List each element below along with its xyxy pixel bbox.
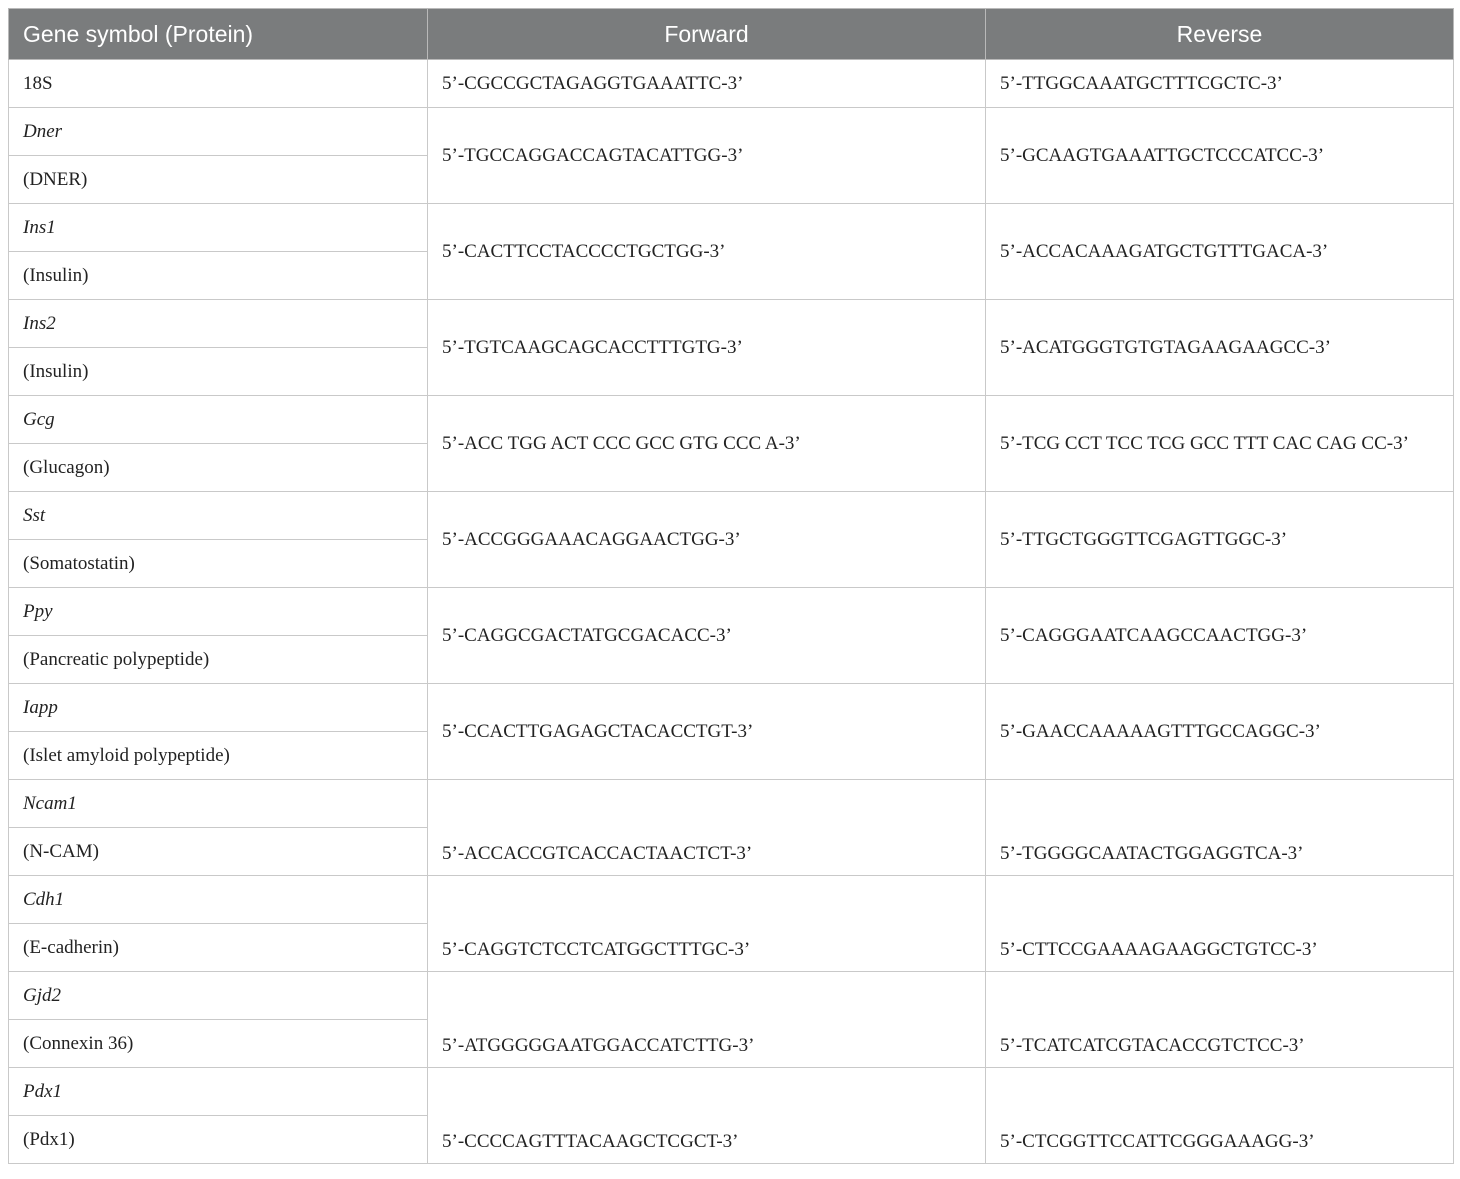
forward-primer-cell: 5’-CCCCAGTTTACAAGCTCGCT-3’ bbox=[428, 1068, 986, 1164]
gene-symbol-cell: Ins2 bbox=[9, 300, 428, 348]
reverse-primer-cell: 5’-ACATGGGTGTGTAGAAGAAGCC-3’ bbox=[986, 300, 1454, 396]
column-header-reverse: Reverse bbox=[986, 9, 1454, 60]
reverse-primer-cell: 5’-ACCACAAAGATGCTGTTTGACA-3’ bbox=[986, 204, 1454, 300]
column-header-gene: Gene symbol (Protein) bbox=[9, 9, 428, 60]
protein-name-cell: (E-cadherin) bbox=[9, 924, 428, 972]
forward-primer-cell: 5’-CGCCGCTAGAGGTGAAATTC-3’ bbox=[428, 60, 986, 108]
reverse-primer-cell: 5’-GAACCAAAAAGTTTGCCAGGC-3’ bbox=[986, 684, 1454, 780]
protein-name-cell: (Islet amyloid polypeptide) bbox=[9, 732, 428, 780]
protein-name-cell: (Glucagon) bbox=[9, 444, 428, 492]
reverse-primer-cell: 5’-CTTCCGAAAAGAAGGCTGTCC-3’ bbox=[986, 876, 1454, 972]
forward-primer-cell: 5’-CCACTTGAGAGCTACACCTGT-3’ bbox=[428, 684, 986, 780]
forward-primer-cell: 5’-TGTCAAGCAGCACCTTTGTG-3’ bbox=[428, 300, 986, 396]
table-row bbox=[9, 780, 1454, 828]
gene-symbol-cell: Gcg bbox=[9, 396, 428, 444]
gene-symbol-cell: Iapp bbox=[9, 684, 428, 732]
reverse-primer-cell: 5’-TTGCTGGGTTCGAGTTGGC-3’ bbox=[986, 492, 1454, 588]
table-row bbox=[9, 108, 1454, 156]
protein-name-cell: (Insulin) bbox=[9, 348, 428, 396]
reverse-primer-cell: 5’-TCG CCT TCC TCG GCC TTT CAC CAG CC-3’ bbox=[986, 396, 1454, 492]
table-row bbox=[9, 876, 1454, 924]
gene-symbol-cell: Pdx1 bbox=[9, 1068, 428, 1116]
protein-name-cell: (N-CAM) bbox=[9, 828, 428, 876]
table-row bbox=[9, 60, 1454, 108]
header-row bbox=[9, 9, 1454, 60]
gene-cell: 18S bbox=[9, 60, 428, 108]
table-header bbox=[9, 9, 1454, 60]
reverse-primer-cell: 5’-CTCGGTTCCATTCGGGAAAGG-3’ bbox=[986, 1068, 1454, 1164]
table-row bbox=[9, 492, 1454, 540]
gene-symbol-cell: Dner bbox=[9, 108, 428, 156]
protein-name-cell: (DNER) bbox=[9, 156, 428, 204]
reverse-primer-cell: 5’-CAGGGAATCAAGCCAACTGG-3’ bbox=[986, 588, 1454, 684]
protein-name-cell: (Somatostatin) bbox=[9, 540, 428, 588]
forward-primer-cell: 5’-ATGGGGGAATGGACCATCTTG-3’ bbox=[428, 972, 986, 1068]
reverse-primer-cell: 5’-TCATCATCGTACACCGTCTCC-3’ bbox=[986, 972, 1454, 1068]
primer-table bbox=[8, 8, 1454, 1164]
table-row bbox=[9, 204, 1454, 252]
gene-symbol-cell: Ncam1 bbox=[9, 780, 428, 828]
table-row bbox=[9, 396, 1454, 444]
protein-name-cell: (Pancreatic polypeptide) bbox=[9, 636, 428, 684]
forward-primer-cell: 5’-CACTTCCTACCCCTGCTGG-3’ bbox=[428, 204, 986, 300]
gene-symbol-cell: Ins1 bbox=[9, 204, 428, 252]
forward-primer-cell: 5’-ACCGGGAAACAGGAACTGG-3’ bbox=[428, 492, 986, 588]
forward-primer-cell: 5’-ACC TGG ACT CCC GCC GTG CCC A-3’ bbox=[428, 396, 986, 492]
table-row bbox=[9, 972, 1454, 1020]
table-row bbox=[9, 300, 1454, 348]
gene-symbol-cell: Sst bbox=[9, 492, 428, 540]
table-row bbox=[9, 588, 1454, 636]
gene-symbol-cell: Gjd2 bbox=[9, 972, 428, 1020]
table-row bbox=[9, 1068, 1454, 1116]
protein-name-cell: (Insulin) bbox=[9, 252, 428, 300]
reverse-primer-cell: 5’-TTGGCAAATGCTTTCGCTC-3’ bbox=[986, 60, 1454, 108]
table-row bbox=[9, 684, 1454, 732]
table-body bbox=[9, 60, 1454, 1164]
protein-name-cell: (Pdx1) bbox=[9, 1116, 428, 1164]
forward-primer-cell: 5’-CAGGCGACTATGCGACACC-3’ bbox=[428, 588, 986, 684]
forward-primer-cell: 5’-ACCACCGTCACCACTAACTCT-3’ bbox=[428, 780, 986, 876]
reverse-primer-cell: 5’-GCAAGTGAAATTGCTCCCATCC-3’ bbox=[986, 108, 1454, 204]
forward-primer-cell: 5’-CAGGTCTCCTCATGGCTTTGC-3’ bbox=[428, 876, 986, 972]
gene-symbol-cell: Cdh1 bbox=[9, 876, 428, 924]
reverse-primer-cell: 5’-TGGGGCAATACTGGAGGTCA-3’ bbox=[986, 780, 1454, 876]
protein-name-cell: (Connexin 36) bbox=[9, 1020, 428, 1068]
forward-primer-cell: 5’-TGCCAGGACCAGTACATTGG-3’ bbox=[428, 108, 986, 204]
gene-symbol-cell: Ppy bbox=[9, 588, 428, 636]
column-header-forward: Forward bbox=[428, 9, 986, 60]
